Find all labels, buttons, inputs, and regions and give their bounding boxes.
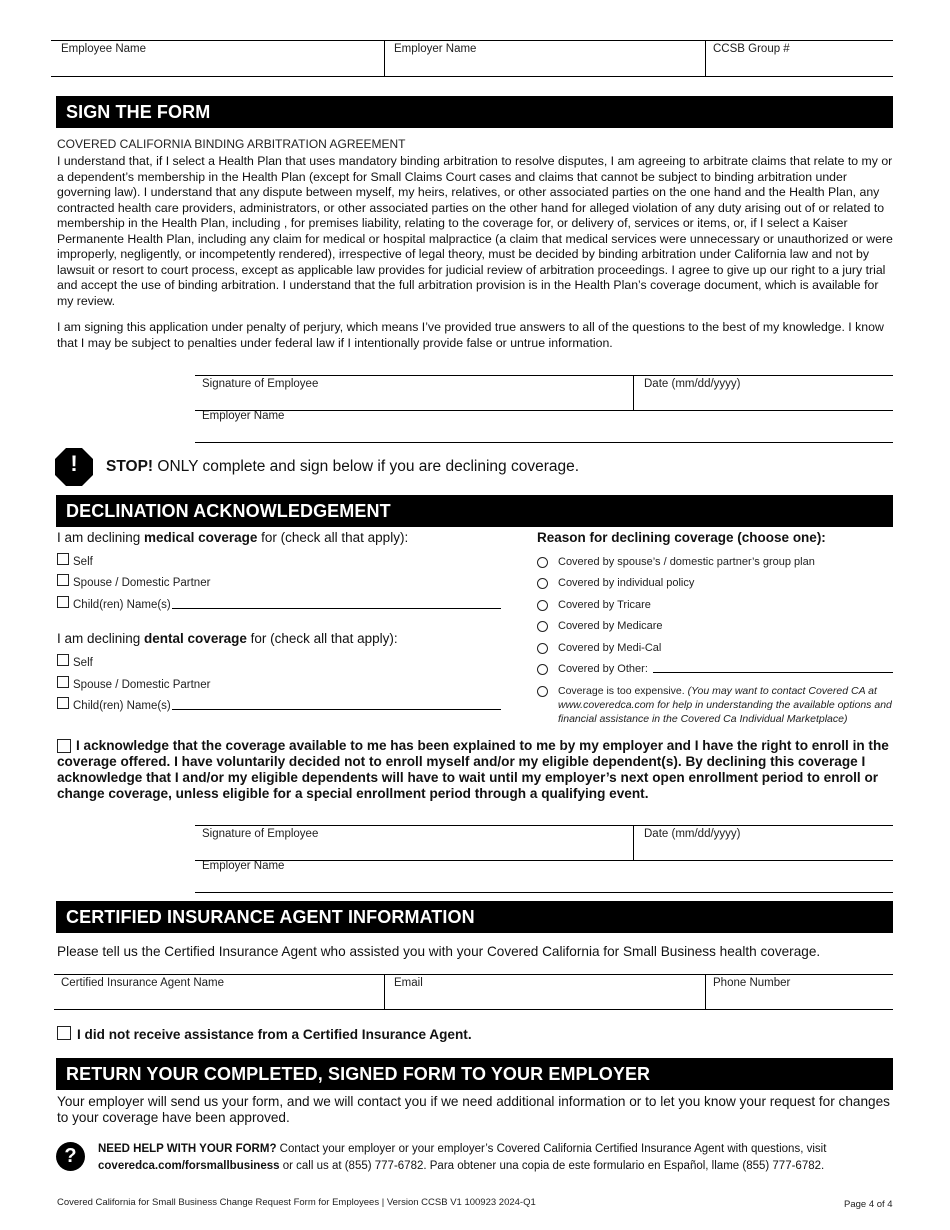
stop-notice: STOP! ONLY complete and sign below if you are declining coverage. bbox=[106, 458, 580, 475]
help-text: NEED HELP WITH YOUR FORM? Contact your employer or your employer’s Covered California Certified Insurance Agent with questions, visit coveredca.com/forsmallbusiness or call us at (855) 777-6782. Para obtener una copia de este formulario en Español, llame (855) 777-6782. bbox=[98, 1143, 827, 1172]
reason-tricare-radio[interactable] bbox=[537, 600, 548, 611]
agent-divider-1 bbox=[384, 974, 385, 1010]
dental-self-checkbox[interactable] bbox=[57, 654, 69, 666]
footer-page-number: Page 4 of 4 bbox=[844, 1199, 893, 1210]
declination-employer-name-field[interactable]: Employer Name bbox=[202, 860, 285, 872]
signature-block-1-bottom bbox=[195, 442, 893, 443]
reason-individual-radio[interactable] bbox=[537, 578, 548, 589]
sign-form-section-header: SIGN THE FORM bbox=[56, 96, 893, 128]
reason-other-radio[interactable] bbox=[537, 664, 548, 675]
dental-spouse-checkbox[interactable] bbox=[57, 676, 69, 688]
declination-signature-field[interactable]: Signature of Employee bbox=[202, 828, 319, 840]
agent-email-field[interactable]: Email bbox=[394, 977, 423, 989]
dental-self-label: Self bbox=[73, 657, 93, 669]
reason-heading: Reason for declining coverage (choose one): bbox=[537, 530, 826, 545]
medical-declining-heading: I am declining medical coverage for (check all that apply): bbox=[57, 530, 409, 545]
employee-name-field[interactable]: Employee Name bbox=[61, 43, 147, 55]
signature-date-field[interactable]: Date (mm/dd/yyyy) bbox=[644, 378, 741, 390]
medical-children-names-field[interactable] bbox=[172, 608, 501, 609]
reason-tricare-label: Covered by Tricare bbox=[558, 599, 651, 611]
footer-form-info: Covered California for Small Business Change Request Form for Employees | Version CCSB V1 100923 2024-Q1 bbox=[57, 1197, 536, 1208]
reason-other-label: Covered by Other: bbox=[558, 663, 648, 675]
arbitration-agreement-text: I understand that, if I select a Health Plan that uses mandatory binding arbitration to resolve disputes, I am agreeing to arbitrate claims that relate to my or a dependent’s membership in the Health Plan (except for Small Claims Court cases and claims that cannot be subject to binding arbitration under governing law). I understand that any dispute between myself, my heirs, relatives, or other associated parties on the one hand and the Health Plan, any contracted health care providers, administrators, or other associated parties on the other hand for alleged violation of any duty arising out of or related to membership in the Health Plan, including , for premises liability, relating to the coverage for, or delivery of, services or items, or, if I select a Kaiser Permanente Health Plan, including any claim for medical or hospital malpractice (a claim that medical services were unnecessary or unauthorized or were improperly, negligently, or incompetently rendered), irrespective of legal theory, must be decided by binding arbitration under California law and not by lawsuit or resort to court process, except as applicable law provides for judicial review of arbitration proceedings. I agree to give up our right to a jury trial and accept the use of binding arbitration. I understand that the full arbitration provision is in the Health Plan’s coverage document, which is available for my review. bbox=[57, 154, 893, 308]
help-icon: ? bbox=[56, 1142, 85, 1171]
reason-medical-radio[interactable] bbox=[537, 643, 548, 654]
reason-spouse-radio[interactable] bbox=[537, 557, 548, 568]
declination-date-field[interactable]: Date (mm/dd/yyyy) bbox=[644, 828, 741, 840]
help-link[interactable]: coveredca.com/forsmallbusiness bbox=[98, 1159, 280, 1172]
signature-block-1-mid bbox=[195, 410, 893, 411]
reason-medicare-radio[interactable] bbox=[537, 621, 548, 632]
reason-expensive-radio[interactable] bbox=[537, 686, 548, 697]
dental-declining-heading: I am declining dental coverage for (check all that apply): bbox=[57, 631, 398, 646]
reason-medicare-label: Covered by Medicare bbox=[558, 620, 663, 632]
no-agent-checkbox[interactable] bbox=[57, 1026, 71, 1040]
reason-individual-label: Covered by individual policy bbox=[558, 577, 695, 589]
agent-phone-field[interactable]: Phone Number bbox=[713, 977, 791, 989]
reason-other-field[interactable] bbox=[653, 672, 893, 673]
dental-children-label: Child(ren) Name(s) bbox=[73, 700, 171, 712]
signature-block-2-mid bbox=[195, 860, 893, 861]
employer-name-field[interactable]: Employer Name bbox=[394, 43, 477, 55]
reason-medical-label: Covered by Medi-Cal bbox=[558, 642, 662, 654]
medical-children-checkbox[interactable] bbox=[57, 596, 69, 608]
dental-children-names-field[interactable] bbox=[172, 709, 501, 710]
arbitration-agreement-title: COVERED CALIFORNIA BINDING ARBITRATION AGREEMENT bbox=[57, 137, 406, 151]
no-agent-label: I did not receive assistance from a Certified Insurance Agent. bbox=[77, 1027, 472, 1042]
reason-spouse-label: Covered by spouse’s / domestic partner’s group plan bbox=[558, 556, 815, 568]
header-divider-2 bbox=[705, 40, 706, 77]
signature-block-2-bottom bbox=[195, 892, 893, 893]
return-instructions: Your employer will send us your form, and we will contact you if we need additional information or to let you know your request for changes to your coverage have been approved. bbox=[57, 1094, 890, 1125]
signature-block-2-top bbox=[195, 825, 893, 826]
acknowledge-text: I acknowledge that the coverage available to me has been explained to me by my employer and I have the right to enroll in the coverage offered. I have voluntarily decided not to enroll myself and/or my eligible dependent(s). By declining this coverage I acknowledge that I and/or my eligible dependents will have to wait until my employer’s next open enrollment period to enroll or change coverage, unless eligible for a special enrollment period through a qualifying event. bbox=[57, 738, 889, 801]
medical-self-label: Self bbox=[73, 556, 93, 568]
declination-section-header: DECLINATION ACKNOWLEDGEMENT bbox=[56, 495, 893, 527]
medical-children-label: Child(ren) Name(s) bbox=[73, 599, 171, 611]
perjury-statement: I am signing this application under penalty of perjury, which means I’ve provided true answers to all of the questions to the best of my knowledge. I know that I may be subject to penalties under federal law if I intentionally provide false or untrue information. bbox=[57, 320, 884, 350]
return-section-header: RETURN YOUR COMPLETED, SIGNED FORM TO YOUR EMPLOYER bbox=[56, 1058, 893, 1090]
agent-name-field[interactable]: Certified Insurance Agent Name bbox=[61, 977, 225, 989]
employee-signature-field[interactable]: Signature of Employee bbox=[202, 378, 319, 390]
employer-name-signature-field[interactable]: Employer Name bbox=[202, 410, 285, 422]
medical-spouse-label: Spouse / Domestic Partner bbox=[73, 577, 211, 589]
ccsb-group-field[interactable]: CCSB Group # bbox=[713, 43, 790, 55]
signature-block-1-divider bbox=[633, 375, 634, 410]
signature-block-1-top bbox=[195, 375, 893, 376]
header-divider-1 bbox=[384, 40, 385, 77]
medical-self-checkbox[interactable] bbox=[57, 553, 69, 565]
dental-children-checkbox[interactable] bbox=[57, 697, 69, 709]
signature-block-2-divider bbox=[633, 825, 634, 860]
stop-icon: ! bbox=[55, 448, 93, 486]
reason-expensive-label: Coverage is too expensive. (You may want to contact Covered CA at www.coveredca.com for help in understanding the available options and financial assistance in the Covered Ca Individual Marketplace) bbox=[558, 685, 892, 725]
dental-spouse-label: Spouse / Domestic Partner bbox=[73, 679, 211, 691]
agent-divider-2 bbox=[705, 974, 706, 1010]
medical-spouse-checkbox[interactable] bbox=[57, 574, 69, 586]
agent-section-header: CERTIFIED INSURANCE AGENT INFORMATION bbox=[56, 901, 893, 933]
agent-intro: Please tell us the Certified Insurance Agent who assisted you with your Covered California for Small Business health coverage. bbox=[57, 944, 821, 959]
